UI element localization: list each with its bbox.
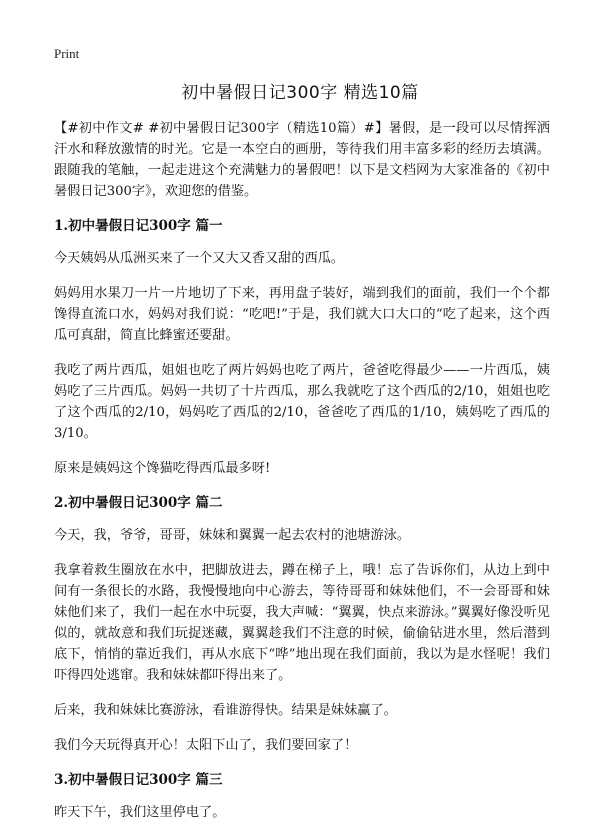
- section-2-paragraph: 今天，我，爷爷，哥哥，妹妹和翼翼一起去农村的池塘游泳。: [54, 528, 411, 543]
- section-1-heading: 1.初中暑假日记300字 篇一: [54, 218, 223, 234]
- document-body: [54, 118, 550, 837]
- print-label[interactable]: Print: [54, 46, 80, 61]
- section-1-paragraph: 我吃了两片西瓜，姐姐也吃了两片妈妈也吃了两片，爸爸吃得最少——一片西瓜，姨妈吃了三片西瓜。妈妈一共切了十片西瓜，那么我就吃了这个西瓜的2/10，姐姐也吃了这个西瓜的2/10，妈妈吃了西瓜的2/10，爸爸吃了西瓜的1/10，姨妈吃了西瓜的3/10。: [54, 363, 550, 441]
- section-2-paragraph: 我们今天玩得真开心！太阳下山了，我们要回家了！: [54, 738, 358, 753]
- section-2-heading: 2.初中暑假日记300字 篇二: [54, 495, 223, 511]
- section-1-paragraph: 妈妈用水果刀一片一片地切了下来，再用盘子装好，端到我们的面前，我们一个个都馋得直流口水，妈妈对我们说：“吃吧!”于是，我们就大口大口的“吃了起来，这个西瓜可真甜，简直比蜂蜜还要甜。: [54, 286, 550, 343]
- section-3-paragraph: 昨天下午，我们这里停电了。: [54, 805, 226, 820]
- section-3-heading: 3.初中暑假日记300字 篇三: [54, 772, 223, 788]
- section-2-paragraph: 后来，我和妹妹比赛游泳，看谁游得快。结果是妹妹赢了。: [54, 703, 397, 718]
- section-2-paragraph: 我拿着救生圈放在水中，把脚放进去，蹲在梯子上，哦！忘了告诉你们，从边上到中间有一条很长的水路，我慢慢地向中心游去，等待哥哥和妹妹他们，不一会哥哥和妹妹他们来了，我们一起在水中玩耍，我大声喊：“翼翼，快点来游泳。”翼翼好像没听见似的，就故意和我们玩捉迷藏，翼翼趁我们不注意的时候，偷偷钻进水里，然后潜到底下，悄悄的靠近我们，再从水底下“哗”地出现在我们面前，我以为是水怪呢！我们吓得四处逃窜。我和妹妹都吓得出来了。: [54, 563, 550, 683]
- document-title: 初中暑假日记300字 精选10篇: [181, 83, 419, 103]
- section-1-paragraph: 今天姨妈从瓜洲买来了一个又大又香又甜的西瓜。: [54, 251, 345, 266]
- section-1-paragraph: 原来是姨妈这个馋猫吃得西瓜最多呀!: [54, 461, 271, 476]
- intro-paragraph: 【#初中作文# #初中暑假日记300字（精选10篇）#】暑假，是一段可以尽情挥洒汗水和释放激情的时光。它是一本空白的画册，等待我们用丰富多彩的经历去填满。跟随我的笔触，一起走进这个充满魅力的暑假吧！以下是文档网为大家准备的《初中暑假日记300字》，欢迎您的借鉴。: [54, 121, 550, 199]
